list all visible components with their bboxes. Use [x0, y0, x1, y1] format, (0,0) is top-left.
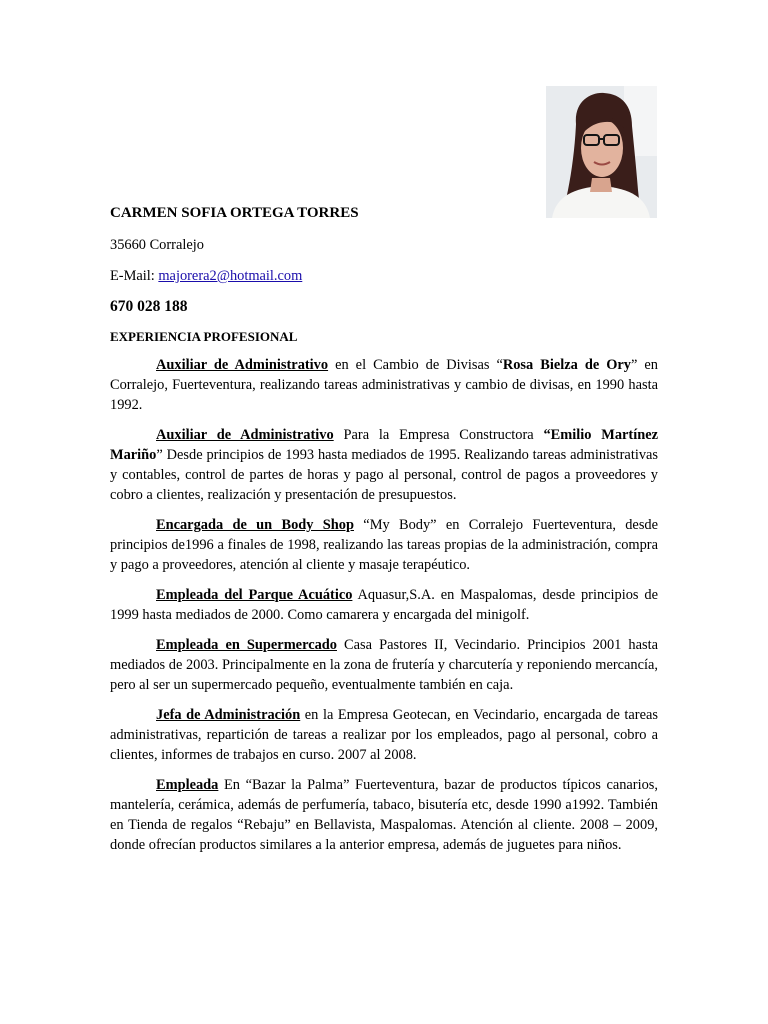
job-title: Auxiliar de Administrativo — [156, 427, 334, 443]
job-title: Empleada en Supermercado — [156, 637, 337, 653]
job-title: Auxiliar de Administrativo — [156, 357, 329, 373]
job-text: ” Desde principios de 1993 hasta mediados de 1995. Realizando tareas administrativas y contables, control de partes de horas y pago al personal, control de pagos a proveedores y cobro a clientes, realización y presentación de presupuestos. — [110, 447, 658, 503]
phone-number: 670 028 188 — [110, 298, 188, 315]
job-title: Empleada — [156, 777, 219, 793]
email-label: E-Mail: — [110, 268, 159, 284]
job-text: ” en Corralejo, Fuerteventura, realizando tareas administrativas y cambio de divisas, en 1990 hasta 1992. — [110, 357, 658, 413]
job-text: Para la Empresa Constructora — [333, 427, 544, 443]
company-name: Rosa Bielza de Ory — [502, 357, 631, 373]
candidate-name: CARMEN SOFIA ORTEGA TORRES — [110, 205, 359, 221]
job-title: Encargada de un Body Shop — [156, 517, 354, 533]
section-title-experience: EXPERIENCIA PROFESIONAL — [110, 329, 298, 344]
company-name: “Emilio Martínez Mariño — [110, 427, 658, 463]
experience-entry — [110, 635, 658, 695]
job-text: Aquasur,S.A. en Maspalomas, desde principios de 1999 hasta mediados de 2000. Como camarera y encargada del minigolf. — [110, 587, 658, 623]
experience-entry — [110, 425, 658, 505]
email-line — [110, 266, 658, 286]
email-link[interactable]: majorera2@hotmail.com — [158, 268, 303, 284]
job-text: en el Cambio de Divisas “ — [328, 357, 503, 373]
profile-photo-portrait — [546, 86, 657, 218]
experience-entry — [110, 515, 658, 575]
address: 35660 Corralejo — [110, 237, 204, 253]
experience-entry — [110, 355, 658, 415]
job-text: en la Empresa Geotecan, en Vecindario, encargada de tareas administrativas, repartición de tareas a realizar por los empleados, pago al personal, cobro a clientes, informes de trabajos en curso. 2007 al 2008. — [110, 707, 658, 763]
experience-entry — [110, 705, 658, 765]
job-text: En “Bazar la Palma” Fuerteventura, bazar de productos típicos canarios, mantelería, cerámica, además de perfumería, tabaco, bisutería etc, desde 1990 a1992. También en Tienda de regalos “Rebaju” en Bellavista, Maspalomas. Atención al cliente. 2008 – 2009, donde ofrecían productos similares a la anterior empresa, además de juguetes para niños. — [110, 777, 658, 853]
experience-entry — [110, 585, 658, 625]
job-title: Empleada del Parque Acuático — [156, 587, 353, 603]
job-title: Jefa de Administración — [156, 707, 301, 723]
experience-entry — [110, 775, 658, 855]
job-text: “My Body” en Corralejo Fuerteventura, desde principios de1996 a finales de 1998, realizando las tareas propias de la administración, compra y pago a proveedores, atención al cliente y masaje terapéutico. — [110, 517, 658, 573]
profile-photo — [546, 86, 657, 218]
resume-body — [110, 203, 658, 865]
job-text: Casa Pastores II, Vecindario. Principios 2001 hasta mediados de 2003. Principalmente en la zona de frutería y charcutería y reponiendo mercancía, pero al ser un supermercado pequeño, eventualmente también en caja. — [110, 637, 659, 693]
